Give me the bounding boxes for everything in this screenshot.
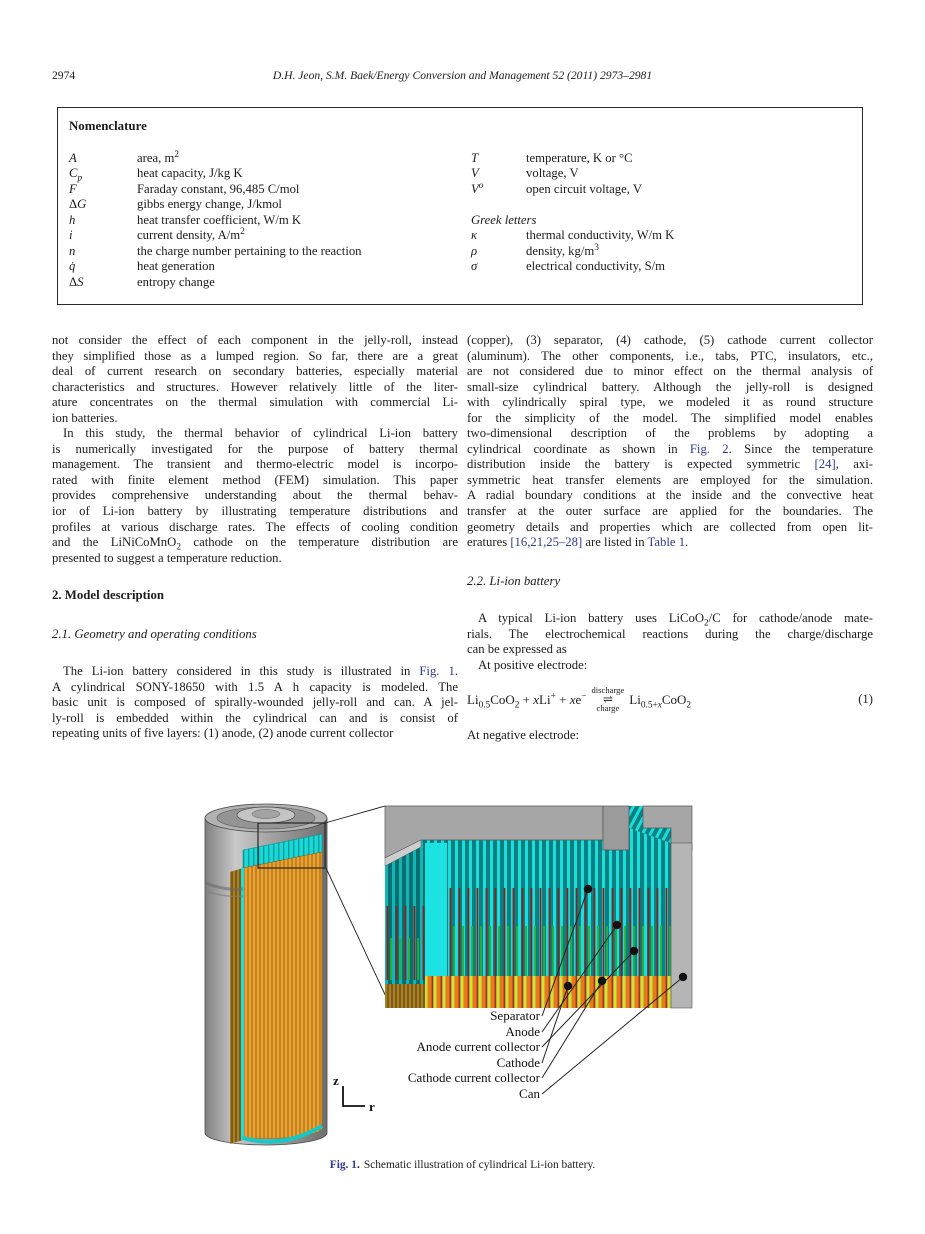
text-line: deal of current research on secondary batteries, especially material <box>52 364 458 379</box>
nomenclature-row <box>69 228 464 243</box>
text-line: with cylindrically spiral type, we modeled it as round structure <box>467 395 873 410</box>
symbol: A <box>69 151 77 165</box>
zoom-connector-top <box>325 806 385 823</box>
text-line: two-dimensional description of the problems by adopting a <box>467 426 873 441</box>
nomenclature-row <box>69 213 464 228</box>
nomenclature-right-rows <box>471 151 851 197</box>
can-dot <box>679 973 687 981</box>
paragraph-intro-continued <box>52 333 458 426</box>
paragraph-study-overview <box>52 426 458 566</box>
symbol: ρ <box>471 243 478 258</box>
nomenclature-row <box>471 228 851 243</box>
definition: heat capacity, J/kg K <box>137 166 243 181</box>
definition: area, $m^2$ <box>137 149 179 165</box>
text-line: for the simplicity of the model. The simplified model enables <box>467 410 873 425</box>
text-line: transfer at the outer surface are applied for the boundaries. The <box>467 504 873 519</box>
definition: gibbs energy change, J/kmol <box>137 197 282 212</box>
definition: density, $kg/m^3$ <box>526 242 599 258</box>
nomenclature-title: Nomenclature <box>69 119 147 133</box>
text-line: rated with finite element method (FEM) simulation. This paper <box>52 472 458 487</box>
text-line: characteristics and structures. However relatively little of the liter- <box>52 379 458 394</box>
definition: voltage, V <box>526 166 579 181</box>
nomenclature-row <box>69 197 464 212</box>
z-axis-label: z <box>333 1073 339 1088</box>
definition: open circuit voltage, V <box>526 181 643 196</box>
symbol: h <box>69 212 76 227</box>
anode-current-collector-dot <box>630 947 638 955</box>
nomenclature-row <box>69 275 464 290</box>
symbol: ΔG <box>69 197 87 212</box>
cathode-lines-left <box>385 938 425 980</box>
negative-electrode-lead-in: At negative electrode: <box>467 728 580 743</box>
nomenclature-row <box>69 166 464 184</box>
text-line: management. The transient and thermo-electric model is incorpo- <box>52 457 458 472</box>
text-line: The Li-ion battery considered in this study is illustrated in Fig. 1. <box>63 664 458 679</box>
nomenclature-row <box>471 259 851 274</box>
positive-electrode-lead-in: At positive electrode: <box>478 657 588 672</box>
running-head-title: D.H. Jeon, S.M. Baek/Energy Conversion and Management 52 (2011) 2973–2981 <box>272 69 653 82</box>
cap-terminal-center <box>252 810 280 819</box>
symbol: $C_p$ <box>69 166 83 184</box>
cathode-current-collector-dot <box>598 977 606 985</box>
definition: electrical conductivity, S/m <box>526 259 666 274</box>
definition: Faraday constant, 96,485 C/mol <box>137 181 300 196</box>
harpoon-arrows-icon: ⇌ <box>602 691 613 706</box>
subsection-heading-geometry: 2.1. Geometry and operating conditions <box>52 626 257 641</box>
separator-edge-strip <box>241 868 244 1140</box>
definition: heat transfer coefficient, W/m K <box>137 212 302 227</box>
text-line: rials. The electrochemical reactions during the charge/discharge <box>467 626 873 641</box>
paragraph-electrochemistry <box>467 611 873 658</box>
text-line: they simplified those as a lumped region. So far, there are a great <box>52 348 458 363</box>
anode-current-collector-label: Anode current collector <box>416 1039 540 1054</box>
can-label: Can <box>519 1086 540 1101</box>
subsection-heading-liion-battery: 2.2. Li-ion battery <box>467 573 561 588</box>
equilibrium-harpoon <box>592 686 625 713</box>
nomenclature-row <box>69 182 464 197</box>
discharge-label: discharge <box>591 685 625 695</box>
text-line: (aluminum). The other components, i.e., tabs, PTC, insulators, etc., <box>467 348 873 363</box>
figure-1 <box>185 788 725 1153</box>
text-line: ly-roll is embedded within the cylindrical can and is consist of <box>52 710 458 725</box>
band-red-separators <box>425 976 673 1008</box>
nomenclature-row <box>471 182 851 197</box>
text-line: In this study, the thermal behavior of cylindrical Li-ion battery <box>63 426 458 441</box>
text-line: A typical Li-ion battery uses LiCoO$_2$/C for cathode/anode mate- <box>478 611 873 627</box>
nomenclature-row <box>471 244 851 259</box>
running-head <box>0 69 925 85</box>
text-line: ion batteries. <box>52 410 118 425</box>
separator-label: Separator <box>490 1008 540 1023</box>
nomenclature-left-column <box>69 151 464 290</box>
definition: heat generation <box>137 259 215 274</box>
equation-lhs: $Li_{0.5}CoO_2 + xLi^+ + xe^-$ <box>467 691 587 711</box>
page-number: 2974 <box>52 69 76 82</box>
can-wall <box>671 843 692 1008</box>
equation-1 <box>467 682 873 716</box>
figure-caption-label: Fig. 1. <box>329 1159 360 1171</box>
equation-rhs: $Li_{0.5+x}CoO_2$ <box>629 691 692 711</box>
definition: temperature, K or °C <box>526 151 633 165</box>
nomenclature-row <box>69 151 464 166</box>
symbol: n <box>69 243 76 258</box>
text-line: provides comprehensive understanding about the thermal behav- <box>52 488 458 503</box>
text-line: is numerically investigated for the purpose of battery thermal <box>52 441 458 456</box>
text-line: basic unit is composed of spirally-wounded jelly-roll and can. A jel- <box>52 695 458 710</box>
separator-dot <box>584 885 592 893</box>
symbol: $V^o$ <box>471 180 484 196</box>
symbol: V <box>471 166 479 181</box>
symbol: ΔS <box>69 274 84 289</box>
cathode-current-collector-label: Cathode current collector <box>407 1070 540 1085</box>
definition: entropy change <box>137 274 215 289</box>
section-heading-model-description: 2. Model description <box>52 588 164 603</box>
text-line: ior of Li-ion battery by illustrating temperature distributions and <box>52 504 458 519</box>
equation-1-expression <box>467 686 691 713</box>
bottom-cut-face <box>385 984 425 1008</box>
left-column <box>52 333 458 742</box>
text-line: presented to suggest a temperature reduction. <box>52 550 282 565</box>
nomenclature-box <box>57 107 863 305</box>
charge-label: charge <box>596 703 620 714</box>
battery-schematic-svg <box>185 788 725 1153</box>
symbol: κ <box>471 228 478 243</box>
nomenclature-row <box>471 151 851 166</box>
symbol: T <box>471 151 479 165</box>
text-line: A cylindrical SONY-18650 with 1.5 A h capacity is modeled. The <box>52 679 458 694</box>
text-line: small-size cylindrical battery. Although the jelly-roll is designed <box>467 379 873 394</box>
text-line: symmetric heat transfer elements are employed for the simulation. <box>467 472 873 487</box>
symbol: σ <box>471 259 478 274</box>
text-line: can be expressed as <box>467 642 567 657</box>
text-line: A radial boundary conditions at the inside and the convective heat <box>467 488 873 503</box>
cathode-dot <box>564 982 572 990</box>
nomenclature-greek-rows <box>471 228 851 274</box>
symbol: i <box>69 228 73 243</box>
symbol: q̇ <box>69 259 76 274</box>
jelly-roll-front <box>243 852 323 1139</box>
nomenclature-row <box>69 259 464 274</box>
text-line: ature concentrates on the thermal simulation with commercial Li- <box>52 395 458 410</box>
paragraph-geometry <box>52 664 458 742</box>
right-column <box>467 333 873 744</box>
text-line: not consider the effect of each component in the jelly-roll, instead <box>52 333 458 347</box>
paragraph-geometry-continued <box>467 333 873 551</box>
definition: the charge number pertaining to the reaction <box>137 243 362 258</box>
zoom-connector-bottom <box>326 868 388 1001</box>
text-line: repeating units of five layers: (1) anode, (2) anode current collector <box>52 726 394 741</box>
greek-letters-header: Greek letters <box>471 212 537 227</box>
coordinate-axes <box>333 1073 375 1114</box>
can-cap-rim <box>603 806 629 850</box>
figure-caption <box>0 1159 925 1171</box>
text-line: geometry details and properties which are collected from open lit- <box>467 519 873 534</box>
text-line: and the LiNiCoMnO$_2$ cathode on the temperature distribution are <box>52 535 458 551</box>
text-line: distribution inside the battery is expected symmetric [24], axi- <box>467 457 873 472</box>
figure-caption-text: Schematic illustration of cylindrical Li-ion battery. <box>363 1159 596 1171</box>
text-line: profiles at various discharge rates. The effects of cooling condition <box>52 519 458 534</box>
nomenclature-right-column <box>471 151 851 275</box>
nomenclature-row <box>69 244 464 259</box>
component-labels <box>408 1008 541 1101</box>
symbol: F <box>69 181 77 196</box>
cathode-label: Cathode <box>496 1055 540 1070</box>
definition: thermal conductivity, W/m K <box>526 228 675 243</box>
text-line: cylindrical coordinate as shown in Fig. 2. Since the temperature <box>467 441 873 456</box>
r-axis-label: r <box>369 1099 375 1114</box>
anode-label: Anode <box>505 1024 540 1039</box>
equation-number: (1) <box>858 691 873 706</box>
text-line: are not considered due to minor effect on the thermal analysis of <box>467 364 873 379</box>
cathode-lines <box>447 926 673 980</box>
battery-cylinder-illustration <box>205 804 388 1145</box>
text-line: (copper), (3) separator, (4) cathode, (5) cathode current collector <box>467 333 873 347</box>
axis-lines <box>343 1086 365 1106</box>
anode-dot <box>613 921 621 929</box>
nomenclature-row <box>471 166 851 181</box>
definition: current density, $A/m^2$ <box>137 227 245 243</box>
text-line: eratures [16,21,25–28] are listed in Table 1. <box>467 535 689 550</box>
